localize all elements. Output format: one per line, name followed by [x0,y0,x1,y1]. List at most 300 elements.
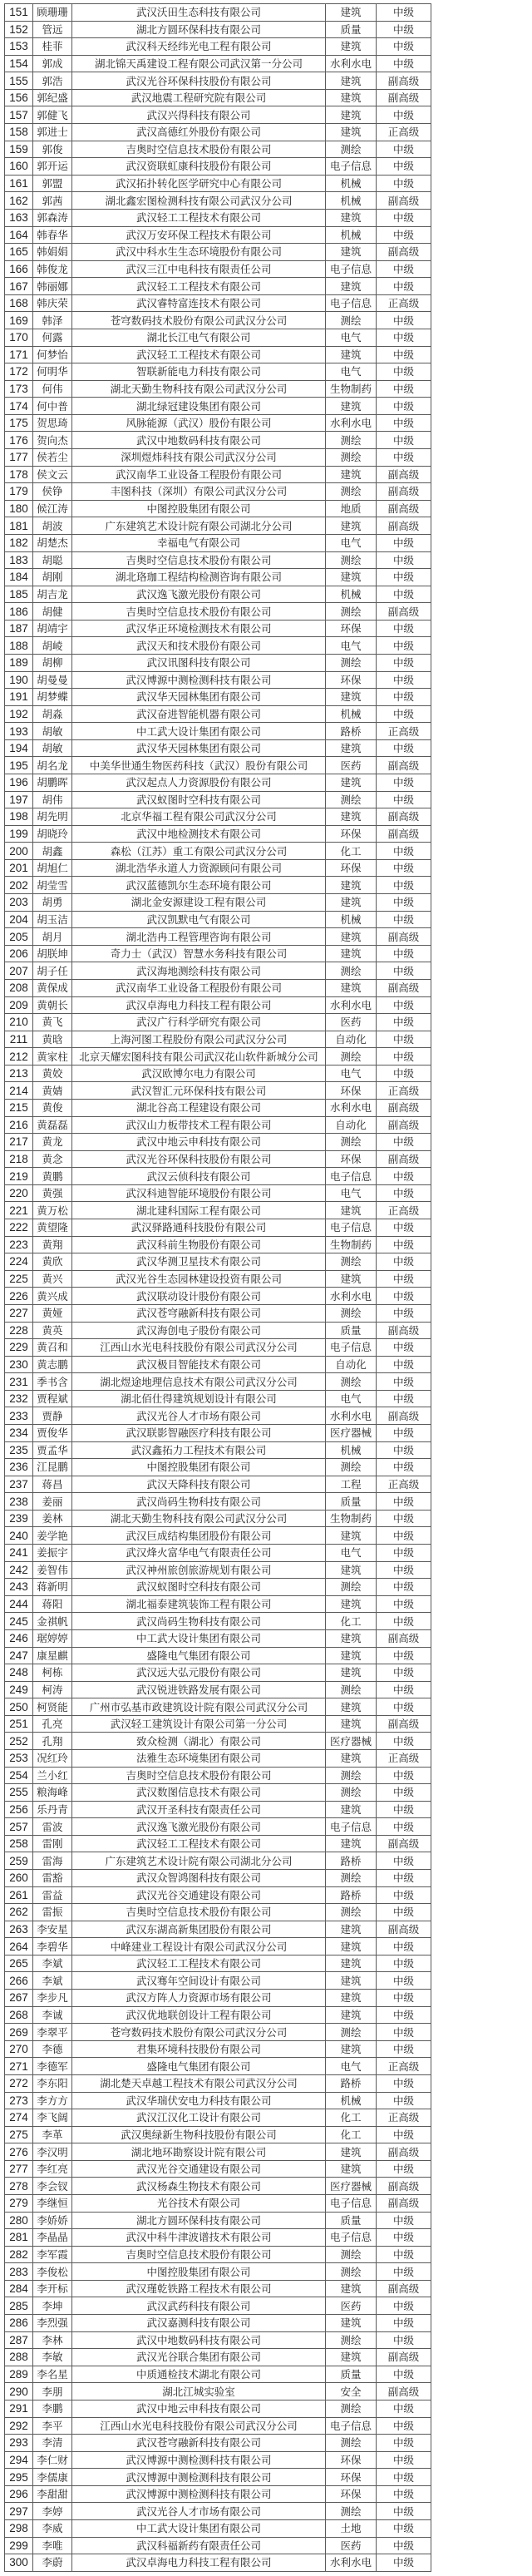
row-number: 257 [5,1818,33,1836]
row-number: 200 [5,843,33,860]
personnel-table [4,3,431,2572]
table-row [5,534,431,551]
table-row [5,791,431,808]
company-name: 武汉中地数码科技有限公司 [72,432,326,449]
person-name: 胡吉龙 [33,586,72,603]
title-level: 中级 [377,2451,431,2469]
person-name: 李甜甜 [33,2485,72,2503]
person-name: 李仁财 [33,2451,72,2469]
table-row [5,2280,431,2297]
company-name: 武汉起点人力资源股份有限公司 [72,774,326,792]
company-name: 武汉众智鸿图科技有限公司 [72,1870,326,1887]
row-number: 225 [5,1270,33,1288]
company-name: 武汉尚码生物科技有限公司 [72,1493,326,1510]
person-name: 胡月 [33,928,72,946]
title-level: 中级 [377,877,431,894]
company-name: 武汉科天经纬光电工程有限公司 [72,38,326,56]
row-number: 277 [5,2160,33,2178]
specialty-category: 建筑 [326,1749,377,1767]
company-name: 武汉骞年空间设计有限公司 [72,1972,326,1990]
table-row [5,1852,431,1870]
table-row [5,346,431,363]
person-name: 何梦怡 [33,346,72,363]
specialty-category: 建筑 [326,346,377,363]
person-name: 贺思琦 [33,414,72,432]
person-name: 李威 [33,2519,72,2537]
person-name: 柯栋 [33,1664,72,1682]
person-name: 郭健飞 [33,106,72,124]
specialty-category: 环保 [326,1082,377,1100]
person-name: 雷豁 [33,1870,72,1887]
table-row [5,414,431,432]
table-row [5,551,431,569]
specialty-category: 水利水电 [326,2554,377,2572]
title-level: 中级 [377,911,431,928]
title-level: 中级 [377,1459,431,1476]
specialty-category: 电子信息 [326,158,377,176]
person-name: 郭开运 [33,158,72,176]
row-number: 271 [5,2058,33,2075]
person-name: 胡鑫 [33,843,72,860]
company-name: 上海河图工程股份有限公司武汉分公司 [72,1031,326,1048]
title-level: 中级 [377,2006,431,2024]
title-level: 中级 [377,2331,431,2349]
title-level: 中级 [377,2160,431,2178]
title-level: 中级 [377,260,431,278]
person-name: 柯涛 [33,1681,72,1698]
company-name: 武汉中地云申科技有限公司 [72,1134,326,1151]
company-name: 中图控股集团有限公司 [72,2263,326,2281]
specialty-category: 建筑 [326,244,377,261]
specialty-category: 测绘 [326,1459,377,1476]
row-number: 166 [5,260,33,278]
person-name: 胡梦蝶 [33,689,72,706]
company-name: 武汉蓝德凯尔生态环境有限公司 [72,877,326,894]
person-name: 李斌 [33,1955,72,1972]
title-level: 中级 [377,209,431,226]
company-name: 武汉方阵人力资源市场有限公司 [72,1990,326,2007]
row-number: 262 [5,1904,33,1921]
person-name: 李晶晶 [33,2229,72,2247]
person-name: 黄娅 [33,1304,72,1322]
table-row [5,1390,431,1407]
table-row [5,124,431,141]
specialty-category: 电子信息 [326,2417,377,2435]
person-name: 黄念 [33,1150,72,1168]
specialty-category: 测绘 [326,791,377,808]
row-number: 296 [5,2485,33,2503]
row-number: 160 [5,158,33,176]
specialty-category: 建筑 [326,945,377,962]
title-level: 正高级 [377,294,431,312]
table-row [5,1938,431,1955]
person-name: 李方方 [33,2092,72,2109]
specialty-category: 电子信息 [326,2229,377,2247]
title-level: 中级 [377,1270,431,1288]
table-row [5,1595,431,1613]
row-number: 167 [5,278,33,295]
specialty-category: 建筑 [326,1715,377,1733]
row-number: 290 [5,2383,33,2400]
table-row [5,654,431,671]
company-name: 武汉广行科学研究有限公司 [72,1014,326,1031]
company-name: 武汉蚁图时空科技有限公司 [72,791,326,808]
title-level: 副高级 [377,757,431,774]
row-number: 157 [5,106,33,124]
title-level: 副高级 [377,1835,431,1852]
person-name: 胡敏 [33,723,72,740]
title-level: 中级 [377,2519,431,2537]
person-name: 贺向杰 [33,432,72,449]
person-name: 郭成 [33,55,72,72]
title-level: 副高级 [377,1921,431,1938]
company-name: 武汉驿路通科技股份有限公司 [72,1219,326,1237]
table-row [5,1681,431,1698]
specialty-category: 测绘 [326,141,377,158]
company-name: 湖北鑫宏图检测科技有限公司武汉分公司 [72,192,326,210]
company-name: 武汉轻工工程技术有限公司 [72,1955,326,1972]
company-name: 湖北天勤生物科技有限公司武汉分公司 [72,1510,326,1527]
company-name: 湖北方圆环保科技有限公司 [72,21,326,38]
person-name: 蒋昌 [33,1476,72,1493]
row-number: 266 [5,1972,33,1990]
person-name: 郭纪盛 [33,89,72,106]
title-level: 正高级 [377,2058,431,2075]
table-row [5,55,431,72]
company-name: 武汉苍穹融新科技有限公司 [72,2435,326,2452]
table-row [5,2178,431,2195]
title-level: 中级 [377,363,431,381]
specialty-category: 建筑 [326,2143,377,2161]
person-name: 李俊松 [33,2263,72,2281]
specialty-category: 电子信息 [326,1818,377,1836]
person-name: 韩丽娜 [33,278,72,295]
company-name: 武汉睿特富连技术有限公司 [72,294,326,312]
specialty-category: 电子信息 [326,1339,377,1357]
company-name: 江西山水光电科技股份有限公司武汉分公司 [72,1339,326,1357]
row-number: 240 [5,1527,33,1545]
table-row [5,158,431,176]
row-number: 259 [5,1852,33,1870]
person-name: 乐丹青 [33,1801,72,1818]
table-row [5,449,431,467]
company-name: 武汉云侦科技有限公司 [72,1168,326,1185]
specialty-category: 测绘 [326,1048,377,1066]
person-name: 侯若尘 [33,449,72,467]
person-name: 胡先明 [33,808,72,826]
title-level: 中级 [377,1236,431,1253]
table-row [5,1579,431,1596]
specialty-category: 测绘 [326,1373,377,1391]
person-name: 胡名龙 [33,757,72,774]
person-name: 李开标 [33,2280,72,2297]
person-name: 李坤 [33,2297,72,2315]
title-level: 中级 [377,2126,431,2143]
person-name: 何中普 [33,398,72,415]
specialty-category: 电子信息 [326,260,377,278]
specialty-category: 建筑 [326,569,377,586]
row-number: 214 [5,1082,33,1100]
table-row [5,2469,431,2486]
person-name: 郭俊 [33,141,72,158]
company-name: 武汉东湖高新集团股份有限公司 [72,1921,326,1938]
specialty-category: 建筑 [326,398,377,415]
company-name: 武汉开圣科技有限责任公司 [72,1801,326,1818]
person-name: 雷刚 [33,1835,72,1852]
table-row [5,1921,431,1938]
title-level: 中级 [377,1698,431,1716]
table-row [5,363,431,381]
specialty-category: 电子信息 [326,1219,377,1237]
title-level: 中级 [377,2040,431,2058]
table-row [5,312,431,329]
row-number: 201 [5,859,33,877]
title-level: 中级 [377,1424,431,1441]
row-number: 233 [5,1407,33,1425]
specialty-category: 医药 [326,2537,377,2554]
specialty-category: 测绘 [326,432,377,449]
row-number: 180 [5,500,33,517]
specialty-category: 测绘 [326,1904,377,1921]
title-level: 中级 [377,1441,431,1459]
person-name: 贾孟华 [33,1441,72,1459]
title-level: 中级 [377,859,431,877]
row-number: 232 [5,1390,33,1407]
table-row [5,945,431,962]
title-level: 中级 [377,1288,431,1305]
title-level: 中级 [377,1938,431,1955]
title-level: 中级 [377,1339,431,1357]
table-row [5,1527,431,1545]
table-row [5,1459,431,1476]
specialty-category: 建筑 [326,278,377,295]
title-level: 中级 [377,2024,431,2041]
specialty-category: 水利水电 [326,1100,377,1117]
title-level: 中级 [377,1801,431,1818]
table-row [5,1373,431,1391]
table-row [5,2519,431,2537]
title-level: 中级 [377,962,431,980]
company-name: 武汉地震工程研究院有限公司 [72,89,326,106]
specialty-category: 电气 [326,1390,377,1407]
specialty-category: 水利水电 [326,1288,377,1305]
specialty-category: 环保 [326,825,377,843]
specialty-category: 化工 [326,843,377,860]
person-name: 桂菲 [33,38,72,56]
title-level: 副高级 [377,808,431,826]
specialty-category: 化工 [326,2109,377,2127]
company-name: 武汉武药科技有限公司 [72,2297,326,2315]
person-name: 雷波 [33,1818,72,1836]
row-number: 203 [5,894,33,912]
table-row [5,72,431,90]
title-level: 中级 [377,21,431,38]
company-name: 武汉奋进智能机器有限公司 [72,705,326,723]
row-number: 242 [5,1561,33,1579]
title-level: 中级 [377,705,431,723]
company-name: 武汉光谷环保科技股份有限公司 [72,1150,326,1168]
company-name: 武汉卓海电力科技工程有限公司 [72,996,326,1014]
person-name: 李蔚 [33,2554,72,2572]
company-name: 武汉光谷人才市场有限公司 [72,2503,326,2520]
row-number: 299 [5,2537,33,2554]
person-name: 兰小红 [33,1767,72,1784]
specialty-category: 测绘 [326,1579,377,1596]
company-name: 武汉南华工业设备工程股份有限公司 [72,466,326,483]
title-level: 中级 [377,689,431,706]
company-name: 吉奥时空信息技术股份有限公司 [72,2246,326,2263]
company-name: 武汉逸飞激光股份有限公司 [72,586,326,603]
company-name: 武汉万安环保工程技术有限公司 [72,226,326,244]
title-level: 副高级 [377,483,431,501]
row-number: 222 [5,1219,33,1237]
table-body [5,4,431,2572]
table-row [5,689,431,706]
row-number: 275 [5,2126,33,2143]
specialty-category: 水利水电 [326,414,377,432]
row-number: 274 [5,2109,33,2127]
specialty-category: 质量 [326,21,377,38]
company-name: 武汉天和技术股份有限公司 [72,637,326,655]
table-row [5,1801,431,1818]
table-row [5,2143,431,2161]
specialty-category: 建筑 [326,1270,377,1288]
company-name: 武汉科前生物股份有限公司 [72,1236,326,1253]
specialty-category: 建筑 [326,1938,377,1955]
table-row [5,1870,431,1887]
row-number: 264 [5,1938,33,1955]
person-name: 姜振宇 [33,1545,72,1562]
specialty-category: 建筑 [326,2040,377,2058]
title-level: 副高级 [377,1715,431,1733]
person-name: 黄磊磊 [33,1116,72,1134]
person-name: 胡朕坤 [33,945,72,962]
title-level: 副高级 [377,192,431,210]
table-row [5,1818,431,1836]
person-name: 何露 [33,329,72,346]
table-row [5,1904,431,1921]
title-level: 中级 [377,2417,431,2435]
specialty-category: 测绘 [326,603,377,621]
specialty-category: 建筑 [326,2349,377,2366]
row-number: 280 [5,2212,33,2229]
row-number: 221 [5,1202,33,1219]
title-level: 中级 [377,1904,431,1921]
title-level: 正高级 [377,2109,431,2127]
row-number: 215 [5,1100,33,1117]
title-level: 副高级 [377,1322,431,1339]
title-level: 中级 [377,620,431,637]
table-row [5,1270,431,1288]
company-name: 武汉轻工建筑设计有限公司第一分公司 [72,1715,326,1733]
row-number: 204 [5,911,33,928]
table-row [5,2006,431,2024]
table-row [5,244,431,261]
row-number: 210 [5,1014,33,1031]
row-number: 231 [5,1373,33,1391]
person-name: 李会钗 [33,2178,72,2195]
row-number: 220 [5,1184,33,1202]
row-number: 194 [5,739,33,757]
company-name: 武汉光谷环保科技股份有限公司 [72,72,326,90]
company-name: 苍穹数码技术股份有限公司武汉分公司 [72,312,326,329]
company-name: 盛隆电气集团有限公司 [72,1647,326,1664]
company-name: 武汉联影智融医疗科技有限公司 [72,1424,326,1441]
person-name: 胡淼 [33,705,72,723]
person-name: 韩俊龙 [33,260,72,278]
specialty-category: 机械 [326,175,377,192]
specialty-category: 自动化 [326,1031,377,1048]
row-number: 282 [5,2246,33,2263]
specialty-category: 机械 [326,226,377,244]
company-name: 丰图科技（深圳）有限公司武汉分公司 [72,483,326,501]
specialty-category: 电气 [326,637,377,655]
specialty-category: 建筑 [326,1527,377,1545]
row-number: 294 [5,2451,33,2469]
specialty-category: 建筑 [326,1921,377,1938]
title-level: 副高级 [377,928,431,946]
table-row [5,192,431,210]
title-level: 中级 [377,346,431,363]
row-number: 287 [5,2331,33,2349]
company-name: 武汉锐进铁路发展有限公司 [72,1681,326,1698]
row-number: 163 [5,209,33,226]
person-name: 胡旭仁 [33,859,72,877]
title-level: 中级 [377,1579,431,1596]
company-name: 武汉轻工工程技术有限公司 [72,209,326,226]
row-number: 177 [5,449,33,467]
company-name: 武汉联动设计股份有限公司 [72,1288,326,1305]
title-level: 中级 [377,774,431,792]
person-name: 李步凡 [33,1990,72,2007]
title-level: 副高级 [377,2178,431,2195]
company-name: 武汉逸飞激光股份有限公司 [72,1818,326,1836]
specialty-category: 测绘 [326,312,377,329]
title-level: 中级 [377,1356,431,1373]
company-name: 吉奥时空信息技术股份有限公司 [72,603,326,621]
company-name: 广州市弘基市政建筑设计院有限公司武汉分公司 [72,1698,326,1716]
person-name: 郭森涛 [33,209,72,226]
row-number: 295 [5,2469,33,2486]
specialty-category: 地质 [326,500,377,517]
title-level: 副高级 [377,1629,431,1647]
title-level: 中级 [377,1990,431,2007]
person-name: 姜学艳 [33,1527,72,1545]
table-row [5,2485,431,2503]
table-row [5,2074,431,2092]
person-name: 黄志鹏 [33,1356,72,1373]
title-level: 中级 [377,2469,431,2486]
table-row [5,1749,431,1767]
specialty-category: 电子信息 [326,1168,377,1185]
specialty-category: 测绘 [326,2435,377,2452]
person-name: 李斌 [33,1972,72,1990]
title-level: 正高级 [377,1082,431,1100]
table-row [5,1031,431,1048]
title-level: 中级 [377,2366,431,2383]
specialty-category: 机械 [326,1441,377,1459]
person-name: 李朋 [33,2383,72,2400]
title-level: 正高级 [377,124,431,141]
table-row [5,1698,431,1716]
specialty-category: 机械 [326,586,377,603]
table-row [5,620,431,637]
person-name: 孔翔 [33,1733,72,1750]
title-level: 中级 [377,1784,431,1802]
company-name: 北京华福工程有限公司武汉分公司 [72,808,326,826]
table-row [5,38,431,56]
specialty-category: 测绘 [326,1253,377,1271]
